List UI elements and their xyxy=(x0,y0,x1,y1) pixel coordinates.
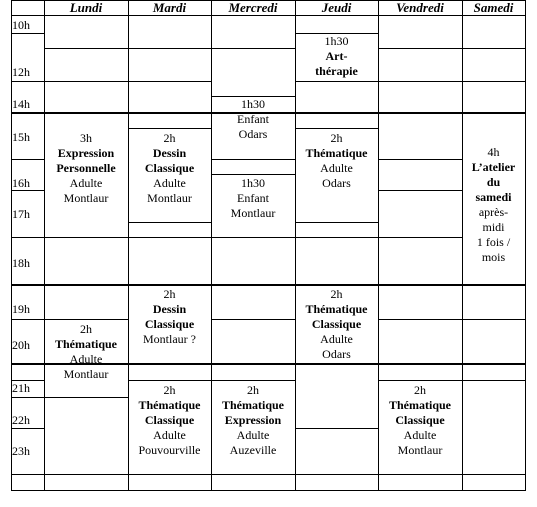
block-line: Adulte xyxy=(236,428,270,442)
block-duration: 2h xyxy=(80,322,92,336)
block-line: Pouvourville xyxy=(138,443,201,457)
hour-label: 15h xyxy=(12,130,30,144)
hour-label: 20h xyxy=(12,338,30,352)
vendredi-thematique-block xyxy=(378,383,462,458)
block-line: Adulte xyxy=(153,176,186,190)
mardi-rule xyxy=(128,81,211,82)
mardi-rule xyxy=(128,380,211,381)
hour-label: 10h xyxy=(12,18,30,32)
block-line: Montlaur ? xyxy=(143,332,196,346)
block-line: Adulte xyxy=(320,161,353,175)
block-line: Adulte xyxy=(153,428,186,442)
header-vendredi: Vendredi xyxy=(396,0,444,15)
samedi-rule xyxy=(462,48,525,49)
hour-rule xyxy=(11,190,44,191)
block-line: 1 fois / xyxy=(476,235,511,249)
block-duration: 2h xyxy=(163,131,176,145)
block-title: L’atelier xyxy=(471,160,516,174)
block-duration: 2h xyxy=(330,131,343,145)
block-title: Thématique xyxy=(54,337,117,351)
vendredi-rule xyxy=(378,237,462,238)
mardi-dessin-block xyxy=(128,131,211,206)
block-title: thérapie xyxy=(315,64,358,78)
jeudi-thematique-block xyxy=(295,131,378,191)
block-line: Enfant xyxy=(237,112,269,126)
samedi-rule xyxy=(462,319,525,320)
block-title: Classique xyxy=(144,317,195,331)
block-title: Expression xyxy=(57,146,115,160)
header-samedi: Samedi xyxy=(473,0,514,15)
block-title: Dessin xyxy=(152,146,187,160)
lundi-rule xyxy=(44,319,128,320)
block-line: Adulte xyxy=(69,352,103,366)
block-title: Thématique xyxy=(221,398,284,412)
block-title: Art- xyxy=(325,49,348,63)
hour-rule xyxy=(11,428,44,429)
block-line: Odars xyxy=(322,176,351,190)
vendredi-rule xyxy=(378,81,462,82)
samedi-rule xyxy=(462,81,525,82)
jeudi-art-therapie-block xyxy=(295,34,378,79)
block-duration: 1h30 xyxy=(241,97,265,111)
mercredi-rule xyxy=(211,174,295,175)
vendredi-rule xyxy=(378,319,462,320)
block-line: midi xyxy=(482,220,505,234)
mercredi-rule xyxy=(211,319,295,320)
block-title: Dessin xyxy=(152,302,187,316)
block-line: Adulte xyxy=(320,332,353,346)
header-jeudi: Jeudi xyxy=(321,0,352,15)
lundi-rule xyxy=(44,397,128,398)
border-bottom xyxy=(11,490,526,491)
col-line-7 xyxy=(525,0,526,491)
thick-rule-2 xyxy=(11,284,526,286)
jeudi-rule xyxy=(295,237,378,238)
header-mardi: Mardi xyxy=(152,0,187,15)
vendredi-rule xyxy=(378,159,462,160)
block-line: Auzeville xyxy=(229,443,277,457)
block-line: Odars xyxy=(322,347,351,361)
hour-rule xyxy=(11,397,44,398)
block-title: Classique xyxy=(395,413,445,427)
mercredi-rule xyxy=(211,380,295,381)
block-duration: 2h xyxy=(414,383,426,397)
hour-label: 12h xyxy=(12,65,30,79)
header-lundi: Lundi xyxy=(69,0,103,15)
mardi-dessin-montlaur-block xyxy=(128,287,211,347)
block-title: Classique xyxy=(144,413,195,427)
mercredi-rule xyxy=(211,237,295,238)
mardi-rule xyxy=(128,48,211,49)
block-title: Classique xyxy=(144,161,195,175)
block-title: Personnelle xyxy=(56,161,116,175)
block-line: Adulte xyxy=(403,428,437,442)
block-line: Adulte xyxy=(69,176,103,190)
hour-label: 17h xyxy=(12,207,30,221)
vendredi-rule xyxy=(378,190,462,191)
mercredi-montlaur-block xyxy=(211,176,295,221)
lundi-rule xyxy=(44,474,128,475)
jeudi-rule xyxy=(295,428,378,429)
block-duration: 2h xyxy=(163,383,176,397)
lundi-expression-block xyxy=(44,131,128,206)
hour-label: 19h xyxy=(12,302,30,316)
block-duration: 1h30 xyxy=(324,34,349,48)
block-duration: 2h xyxy=(163,287,176,301)
block-title: Classique xyxy=(311,317,362,331)
jeudi-rule xyxy=(295,474,378,475)
block-line: Montlaur xyxy=(63,367,109,381)
hour-label: 23h xyxy=(12,444,30,458)
block-duration: 2h xyxy=(247,383,259,397)
hour-rule xyxy=(11,319,44,320)
vendredi-rule xyxy=(378,48,462,49)
hour-label: 21h xyxy=(12,381,30,395)
block-title: Thématique xyxy=(305,146,368,160)
samedi-rule xyxy=(462,474,525,475)
hour-rule xyxy=(11,159,44,160)
block-title: Thématique xyxy=(138,398,201,412)
samedi-rule xyxy=(462,380,525,381)
mardi-rule xyxy=(128,474,211,475)
mardi-rule xyxy=(128,128,211,129)
hour-label: 14h xyxy=(12,97,30,111)
lundi-rule xyxy=(44,48,128,49)
mardi-rule xyxy=(128,222,211,223)
mercredi-rule xyxy=(211,48,295,49)
block-title: Thématique xyxy=(305,302,368,316)
block-line: Montlaur xyxy=(397,443,443,457)
block-line: Montlaur xyxy=(147,191,192,205)
hour-rule xyxy=(11,81,44,82)
block-duration: 1h30 xyxy=(241,176,265,190)
jeudi-thematique-classique-block xyxy=(295,287,378,362)
block-title: du xyxy=(486,175,501,189)
header-mercredi: Mercredi xyxy=(228,0,278,15)
mercredi-rule xyxy=(211,159,295,160)
col-line-1 xyxy=(44,0,45,491)
block-duration: 3h xyxy=(80,131,92,145)
vendredi-rule xyxy=(378,474,462,475)
block-line: Montlaur xyxy=(63,191,109,205)
mercredi-thematique-block xyxy=(211,383,295,458)
vendredi-rule xyxy=(378,380,462,381)
mercredi-odars-block xyxy=(211,97,295,142)
samedi-atelier-block xyxy=(462,145,525,265)
mardi-rule xyxy=(128,237,211,238)
block-duration: 2h xyxy=(330,287,343,301)
jeudi-rule xyxy=(295,128,378,129)
hour-label: 18h xyxy=(12,256,30,270)
block-line: après- xyxy=(478,205,509,219)
block-line: Odars xyxy=(238,127,268,141)
block-title: Thématique xyxy=(388,398,451,412)
block-line: Enfant xyxy=(237,191,269,205)
mardi-thematique-block xyxy=(128,383,211,458)
block-title: Expression xyxy=(224,413,282,427)
block-duration: 4h xyxy=(487,145,500,159)
block-line: mois xyxy=(481,250,506,264)
hour-rule xyxy=(11,474,44,475)
block-line: Montlaur xyxy=(230,206,276,220)
header-rule xyxy=(11,15,526,16)
hour-label: 16h xyxy=(12,176,30,190)
lundi-thematique-block xyxy=(44,322,128,382)
hour-rule xyxy=(11,237,44,238)
mercredi-rule xyxy=(211,474,295,475)
block-title: samedi xyxy=(475,190,512,204)
jeudi-rule xyxy=(295,81,378,82)
lundi-rule xyxy=(44,237,128,238)
jeudi-rule xyxy=(295,222,378,223)
lundi-rule xyxy=(44,81,128,82)
hour-rule xyxy=(11,33,44,34)
hour-label: 22h xyxy=(12,413,30,427)
